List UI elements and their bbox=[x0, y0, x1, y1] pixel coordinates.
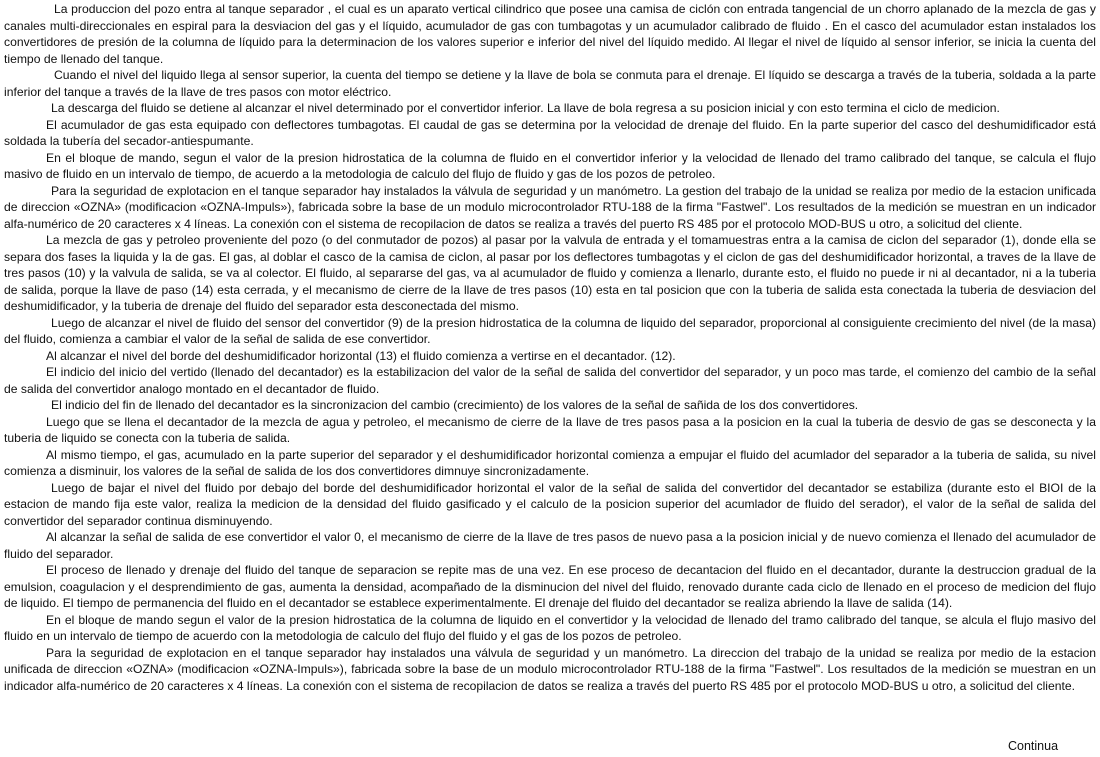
paragraph: Para la seguridad de explotacion en el tanque separador hay instalados la válvula de seguridad y un manómetro. La gestion del trabajo de la unidad se realiza por medio de la estacion unificada de direccion «OZNA» (modificacion «OZNA-Impuls»), fabricada sobre la base de un modulo microcontrolador RTU-188 de la firma "Fastwel". Los resultados de la medición se muestran en un indicador alfa-numérico de 20 caracteres x 4 líneas. La conexión con el sistema de recopilacion de datos se realiza a través del puerto RS 485 por el protocolo MOD-BUS u otro, a solicitud del cliente. bbox=[4, 183, 1096, 231]
paragraph: Al alcanzar el nivel del borde del deshumidificador horizontal (13) el fluido comienza a vertirse en el decantador. (12). bbox=[46, 348, 676, 363]
paragraph: La produccion del pozo entra al tanque separador , el cual es un aparato vertical cilindrico que posee una camisa de ciclón con entrada tangencial de un chorro aplanado de la mezcla de gas y canales multi-direccionales en espiral para la desviacion del gas y el líquido, acumulador de gas con tumbagotas y un acumulador calibrado de fluido . En el casco del acumulador estan instalados los convertidores de presión de la columna de líquido para la determinacion de los valores superior e inferior del nivel del líquido medido. Al llegar el nivel de líquido al sensor inferior, se inicia la cuenta del tiempo de llenado del tanque. bbox=[4, 2, 1096, 66]
paragraph: Luego de alcanzar el nivel de fluido del sensor del convertidor (9) de la presion hidrostatica de la columna de liquido del separador, proporcional al consiguiente crecimiento del nivel (de la masa) del fluido, comienza a cambiar el valor de la señal de salida de ese convertidor. bbox=[4, 315, 1096, 346]
paragraph: En el bloque de mando segun el valor de la presion hidrostatica de la columna de liquido en el convertidor y la velocidad de llenado del tramo calibrado del tanque, se alcula el flujo masivo del fluido en un intervalo de tiempo de acuerdo con la metodologia de calculo del flujo del fluido y el gas de los pozos de petroleo. bbox=[4, 612, 1096, 643]
continue-link[interactable]: Continua bbox=[1008, 739, 1059, 753]
paragraph: Luego que se llena el decantador de la mezcla de agua y petroleo, el mecanismo de cierre de la llave de tres pasos pasa a la posicion en la cual la tuberia de desvio de gas se desconecta y la tuberia de liquido se conecta con la tuberia de salida. bbox=[4, 414, 1096, 445]
paragraph: En el bloque de mando, segun el valor de la presion hidrostatica de la columna de fluido en el convertidor inferior y la velocidad de llenado del tramo calibrado del tanque, se calcula el flujo masivo de fluido en un intervalo de tiempo, de acuerdo a la metodologia de calculo del flujo de fluido y gas de los pozos de petroleo. bbox=[4, 150, 1096, 181]
document-body bbox=[4, 1, 1096, 694]
paragraph: El indicio del inicio del vertido (llenado del decantador) es la estabilizacion del valor de la señal de salida del convertidor del separador, y un poco mas tarde, el comienzo del cambio de la señal de salida del convertidor analogo montado en el decantador de fluido. bbox=[4, 365, 1096, 396]
paragraph: Al alcanzar la señal de salida de ese convertidor el valor 0, el mecanismo de cierre de la llave de tres pasos de nuevo pasa a la posicion inicial y de nuevo comienza el llenado del acumulador de fluido del separador. bbox=[4, 530, 1096, 561]
paragraph: El proceso de llenado y drenaje del fluido del tanque de separacion se repite mas de una vez. En ese proceso de decantacion del fluido en el decantador, durante la destruccion gradual de la emulsion, coagulacion y el desprendimiento de gas, aumenta la densidad, acompañado de la disminucion del nivel del fluido, renovado durante cada ciclo de llenado en el proceso de medicion del flujo de liquido. El tiempo de permanencia del fluido en el decantador se establece experimentalmente. El drenaje del fluido del decantador se realiza abriendo la llave de salida (14). bbox=[4, 563, 1096, 610]
paragraph: La descarga del fluido se detiene al alcanzar el nivel determinado por el convertidor inferior. La llave de bola regresa a su posicion inicial y con esto termina el ciclo de medicion. bbox=[51, 101, 1000, 115]
paragraph: La mezcla de gas y petroleo proveniente del pozo (o del conmutador de pozos) al pasar por la valvula de entrada y el tomamuestras entra a la camisa de ciclon del separador (1), donde ella se separa dos fases la liquida y la de gas. El gas, al doblar el casco de la camisa de ciclon, al pasar por los deflectores tumbagotas y el ciclon de gas del deshumidificador horizontal, a traves de la llave de tres pasos (10) y la valvula de salida, se va al colector. El fluido, al separarse del gas, va al acumulador de fluido y comienza a llenarlo, durante esto, el fluido no puede ir ni al decantador, ni a la tuberia de salida, porque la llave de paso (14) esta cerrada, y el mecanismo de cierre de la llave de tres pasos (10) esta en tal posicion que con la tuberia de salida esta conectada la tuberia de desviacion del deshumidificador, y la tuberia de drenaje del fluido del separador esta desconectada del mismo. bbox=[4, 233, 1096, 313]
paragraph: Para la seguridad de explotacion en el tanque separador hay instalados una válvula de seguridad y un manómetro. La direccion del trabajo de la unidad se realiza por medio de la estacion unificada de direccion «OZNA» (modificacion «OZNA-Impuls»), fabricada sobre la base de un modulo microcontrolador RTU-188 de la firma "Fastwel". Los resultados de la medición se muestran en un indicador alfa-numérico de 20 caracteres x 4 líneas. La conexión con el sistema de recopilacion de datos se realiza a través del puerto RS 485 por el protocolo MOD-BUS u otro, a solicitud del cliente. bbox=[4, 645, 1096, 693]
paragraph: Cuando el nivel del liquido llega al sensor superior, la cuenta del tiempo se detiene y la llave de bola se conmuta para el drenaje. El líquido se descarga a través de la tuberia, soldada a la parte inferior del tanque a través de la llave de tres pasos con motor eléctrico. bbox=[4, 68, 1096, 99]
paragraph: El acumulador de gas esta equipado con deflectores tumbagotas. El caudal de gas se determina por la velocidad de drenaje del fluido. En la parte superior del casco del deshumidificador está soldada la tubería del secador-antiespumante. bbox=[4, 117, 1096, 148]
paragraph: El indicio del fin de llenado del decantador es la sincronizacion del cambio (crecimiento) de los valores de la señal de sañida de los dos convertidores. bbox=[51, 398, 859, 412]
paragraph: Luego de bajar el nivel del fluido por debajo del borde del deshumidificador horizontal el valor de la señal de salida del convertidor del decantador se estabiliza (durante esto el BIOI de la estacion de mando fija este valor, realiza la medicion de la densidad del fluido gasificado y el calculo de la posicion superior del acumlador de fluido del serador), el valor de la señal de salida del convertidor del separador continua disminuyendo. bbox=[4, 480, 1096, 528]
paragraph: Al mismo tiempo, el gas, acumulado en la parte superior del separador y el deshumidificador horizontal comienza a empujar el fluido del acumlador del separador a la tuberia de salida, su nivel comienza a disminuir, los valores de la señal de salida de los dos convertidores dimnuye sincronizadamente. bbox=[4, 447, 1096, 478]
